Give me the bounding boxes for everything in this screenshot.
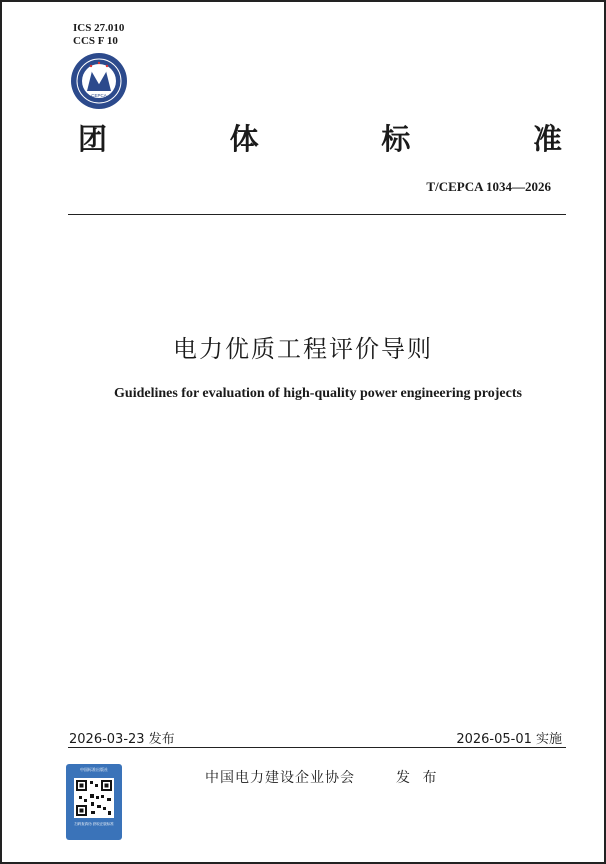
standard-code: T/CEPCA 1034—2026 <box>426 179 551 194</box>
title-chinese: 电力优质工程评价导则 <box>173 335 433 363</box>
standard-type-char: 体 <box>229 122 259 156</box>
header-divider <box>68 214 566 215</box>
sticker-top-text: 中国标准出版社 <box>80 767 108 772</box>
classification-block <box>73 22 124 48</box>
issue-date: 2026-03-23 发布 <box>69 732 175 747</box>
title-english: Guidelines for evaluation of high-quality power engineering projects <box>114 386 522 401</box>
association-logo-icon <box>70 52 128 110</box>
publisher-name: 中国电力建设企业协会 <box>205 770 355 786</box>
standard-type-char: 标 <box>381 122 411 156</box>
standard-type <box>78 117 562 157</box>
logo-wordmark: CEPCA <box>91 93 107 98</box>
anti-counterfeit-sticker <box>66 764 122 840</box>
ccs-code: CCS F 10 <box>73 35 118 47</box>
qr-code-icon <box>74 778 114 818</box>
sticker-bottom-text: 扫码查真伪 获取正版标准 <box>74 822 114 826</box>
footer-divider <box>68 747 566 748</box>
publish-label: 发 布 <box>396 770 441 786</box>
implementation-date: 2026-05-01 实施 <box>456 732 562 747</box>
standard-type-char: 准 <box>532 122 562 156</box>
ics-code: ICS 27.010 <box>73 22 125 34</box>
standard-type-char: 团 <box>78 122 108 156</box>
